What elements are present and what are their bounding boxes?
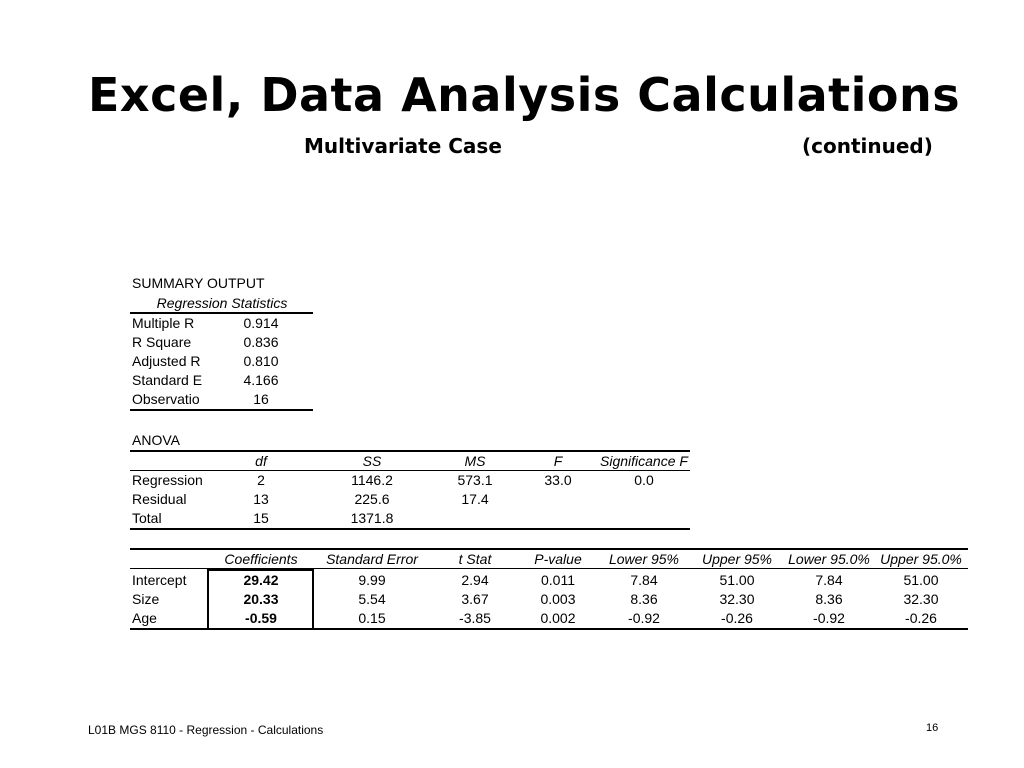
anova-cell: 33.0 bbox=[544, 472, 572, 488]
slide-title: Excel, Data Analysis Calculations bbox=[88, 68, 961, 122]
coef-cell: 0.011 bbox=[541, 572, 575, 588]
coef-cell: 32.30 bbox=[903, 591, 939, 607]
coef-col-header: t Stat bbox=[458, 551, 492, 567]
anova-row-label: Residual bbox=[132, 491, 187, 507]
anova-cell: 1146.2 bbox=[351, 472, 393, 488]
coef-value: -0.59 bbox=[245, 610, 277, 626]
coef-cell: 9.99 bbox=[358, 572, 386, 588]
stat-value: 0.836 bbox=[243, 334, 279, 350]
stats-bottom-rule bbox=[130, 409, 313, 411]
coef-cell: 7.84 bbox=[630, 572, 658, 588]
coef-cell: -0.92 bbox=[628, 610, 660, 626]
coef-value: 20.33 bbox=[243, 591, 279, 607]
stat-value: 4.166 bbox=[243, 372, 279, 388]
coef-cell: 3.67 bbox=[461, 591, 489, 607]
anova-cell: 2 bbox=[257, 472, 265, 488]
coef-cell: 5.54 bbox=[358, 591, 386, 607]
coef-cell: -0.92 bbox=[813, 610, 845, 626]
stat-value: 0.810 bbox=[243, 353, 279, 369]
coef-value: 29.42 bbox=[243, 572, 279, 588]
coef-bottom-rule bbox=[130, 628, 968, 630]
anova-col-header: df bbox=[255, 453, 267, 469]
coef-cell: -3.85 bbox=[459, 610, 491, 626]
anova-cell: 13 bbox=[253, 491, 269, 507]
stat-label: R Square bbox=[132, 334, 192, 350]
coef-col-header: Standard Error bbox=[326, 551, 418, 567]
slide-subtitle: Multivariate Case bbox=[304, 134, 502, 158]
anova-cell: 1371.8 bbox=[350, 510, 394, 526]
coef-col-header: P-value bbox=[534, 551, 582, 567]
anova-row-label: Total bbox=[132, 510, 162, 526]
coef-cell: 7.84 bbox=[815, 572, 843, 588]
coef-row-label: Size bbox=[132, 591, 160, 607]
stat-value: 0.914 bbox=[243, 315, 279, 331]
anova-row-label: Regression bbox=[132, 472, 203, 488]
coef-col-header: Upper 95.0% bbox=[880, 551, 962, 567]
stat-label: Adjusted R bbox=[132, 353, 201, 369]
regression-stats-header: Regression Statistics bbox=[156, 295, 288, 311]
coef-cell: -0.26 bbox=[721, 610, 753, 626]
anova-cell: 17.4 bbox=[461, 491, 489, 507]
anova-cell: 15 bbox=[253, 510, 269, 526]
coef-cell: 0.003 bbox=[540, 591, 576, 607]
summary-heading: SUMMARY OUTPUT bbox=[132, 275, 265, 291]
coef-cell: 51.00 bbox=[719, 572, 755, 588]
coef-col-header: Lower 95.0% bbox=[788, 551, 870, 567]
anova-col-header: Significance F bbox=[600, 453, 688, 469]
anova-cell: 573.1 bbox=[457, 472, 493, 488]
coef-cell: 2.94 bbox=[461, 572, 489, 588]
coef-cell: 0.002 bbox=[540, 610, 576, 626]
footer-text: L01B MGS 8110 - Regression - Calculations bbox=[88, 723, 324, 737]
coef-cell: 0.15 bbox=[358, 610, 386, 626]
stat-value: 16 bbox=[253, 391, 269, 407]
coef-col-header: Upper 95% bbox=[701, 551, 773, 567]
anova-col-header: MS bbox=[464, 453, 486, 469]
coef-row-label: Intercept bbox=[132, 572, 187, 588]
anova-heading: ANOVA bbox=[132, 432, 180, 448]
coef-cell: 51.00 bbox=[903, 572, 939, 588]
stat-label: Standard E bbox=[132, 372, 203, 388]
anova-cell: 0.0 bbox=[634, 472, 654, 488]
anova-cell: 225.6 bbox=[354, 491, 390, 507]
coef-cell: 8.36 bbox=[630, 591, 658, 607]
anova-col-header: F bbox=[553, 453, 563, 469]
coef-row-label: Age bbox=[132, 610, 157, 626]
continued-label: (continued) bbox=[802, 134, 933, 158]
coef-col-header: Lower 95% bbox=[608, 551, 680, 567]
anova-bottom-rule bbox=[130, 528, 690, 530]
anova-col-header: SS bbox=[362, 453, 382, 469]
stat-label: Multiple R bbox=[132, 315, 195, 331]
coef-cell: 8.36 bbox=[815, 591, 843, 607]
coef-col-header: Coefficients bbox=[224, 551, 298, 567]
coef-cell: 32.30 bbox=[719, 591, 755, 607]
coef-highlight-right bbox=[312, 569, 314, 629]
stat-label: Observatio bbox=[132, 391, 200, 407]
coef-highlight-left bbox=[207, 569, 209, 629]
coef-cell: -0.26 bbox=[905, 610, 937, 626]
page-number: 16 bbox=[926, 722, 939, 734]
